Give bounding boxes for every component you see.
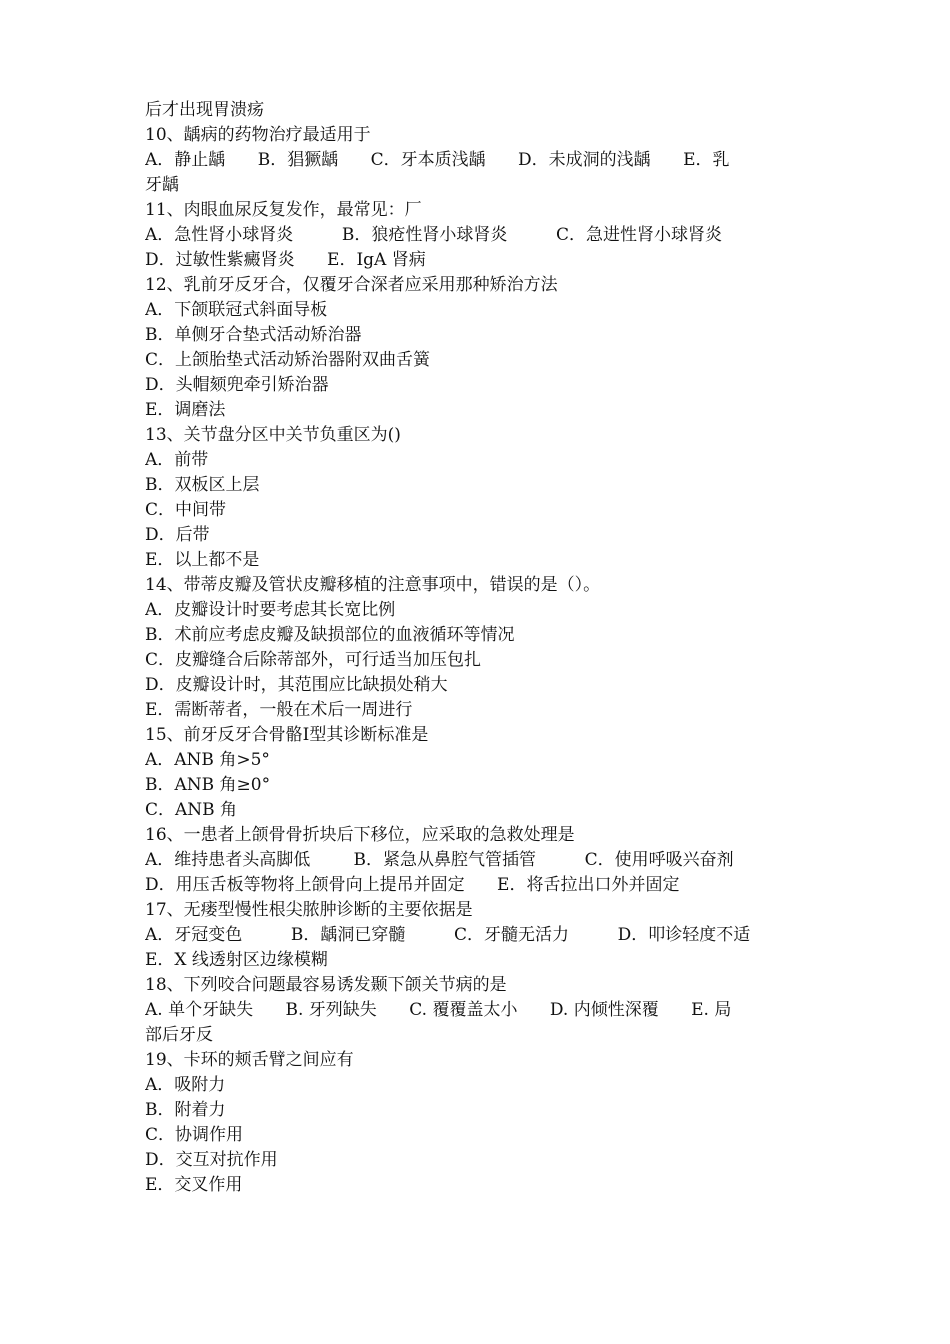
answer-options: A．牙冠变色 B．龋洞已穿髓 C．牙髓无活力 D．叩诊轻度不适 <box>145 925 751 945</box>
answer-option: E．需断蒂者，一般在术后一周进行 <box>145 700 413 720</box>
answer-option: D．后带 <box>145 525 210 545</box>
answer-option: A．下颌联冠式斜面导板 <box>145 300 328 320</box>
answer-option: B．ANB 角≥0° <box>145 775 271 795</box>
answer-options: A．急性肾小球肾炎 B．狼疮性肾小球肾炎 C．急进性肾小球肾炎 <box>145 225 723 245</box>
answer-option: B．单侧牙合垫式活动矫治器 <box>145 325 362 345</box>
answer-option: A．前带 <box>145 450 209 470</box>
question-stem: 10、龋病的药物治疗最适用于 <box>145 125 371 145</box>
answer-options: A．静止龋 B．猖獗龋 C．牙本质浅龋 D．未成洞的浅龋 E．乳 <box>145 150 730 170</box>
question-stem: 17、无瘘型慢性根尖脓肿诊断的主要依据是 <box>145 900 473 920</box>
question-stem: 11、肉眼血尿反复发作，最常见：厂 <box>145 200 422 220</box>
answer-option: C．ANB 角 <box>145 800 238 820</box>
answer-option: D．头帽颏兜牵引矫治器 <box>145 375 329 395</box>
question-stem: 15、前牙反牙合骨骼Ⅰ型其诊断标准是 <box>145 725 429 745</box>
answer-option: E．X 线透射区边缘模糊 <box>145 950 328 970</box>
answer-option: C．协调作用 <box>145 1125 244 1145</box>
answer-option: C．皮瓣缝合后除蒂部外，可行适当加压包扎 <box>145 650 482 670</box>
answer-option: A．吸附力 <box>145 1075 226 1095</box>
answer-option: B．术前应考虑皮瓣及缺损部位的血液循环等情况 <box>145 625 515 645</box>
answer-option: D．交互对抗作用 <box>145 1150 278 1170</box>
answer-option: A．ANB 角>5° <box>145 750 270 770</box>
answer-options: A. 单个牙缺失 B. 牙列缺失 C. 覆覆盖太小 D. 内倾性深覆 E. 局 <box>145 1000 732 1020</box>
answer-option: E．调磨法 <box>145 400 226 420</box>
question-stem: 14、带蒂皮瓣及管状皮瓣移植的注意事项中，错误的是（）。 <box>145 575 601 595</box>
answer-option: D．皮瓣设计时，其范围应比缺损处稍大 <box>145 675 448 695</box>
answer-options-continued: 部后牙反 <box>145 1025 213 1045</box>
question-stem: 16、一患者上颌骨骨折块后下移位，应采取的急救处理是 <box>145 825 575 845</box>
question-stem: 13、关节盘分区中关节负重区为() <box>145 425 401 445</box>
answer-option: B．双板区上层 <box>145 475 260 495</box>
answer-options-continued: 牙龋 <box>145 175 179 195</box>
answer-option: C．上颌胎垫式活动矫治器附双曲舌簧 <box>145 350 431 370</box>
document-page <box>145 98 815 1198</box>
answer-options: D．用压舌板等物将上颌骨向上提吊并固定 E．将舌拉出口外并固定 <box>145 875 680 895</box>
answer-option: C．中间带 <box>145 500 227 520</box>
question-stem: 19、卡环的颊舌臂之间应有 <box>145 1050 354 1070</box>
answer-option: A．皮瓣设计时要考虑其长宽比例 <box>145 600 396 620</box>
answer-options: D．过敏性紫癜肾炎 E．IgA 肾病 <box>145 250 426 270</box>
answer-option: E．以上都不是 <box>145 550 260 570</box>
answer-option: E．交叉作用 <box>145 1175 243 1195</box>
question-stem: 18、下列咬合问题最容易诱发颞下颌关节病的是 <box>145 975 507 995</box>
answer-option: B．附着力 <box>145 1100 226 1120</box>
question-stem: 12、乳前牙反牙合，仅覆牙合深者应采用那种矫治方法 <box>145 275 558 295</box>
answer-options: A．维持患者头高脚低 B．紧急从鼻腔气管插管 C．使用呼吸兴奋剂 <box>145 850 734 870</box>
text-line: 后才出现胃溃疡 <box>145 100 264 120</box>
